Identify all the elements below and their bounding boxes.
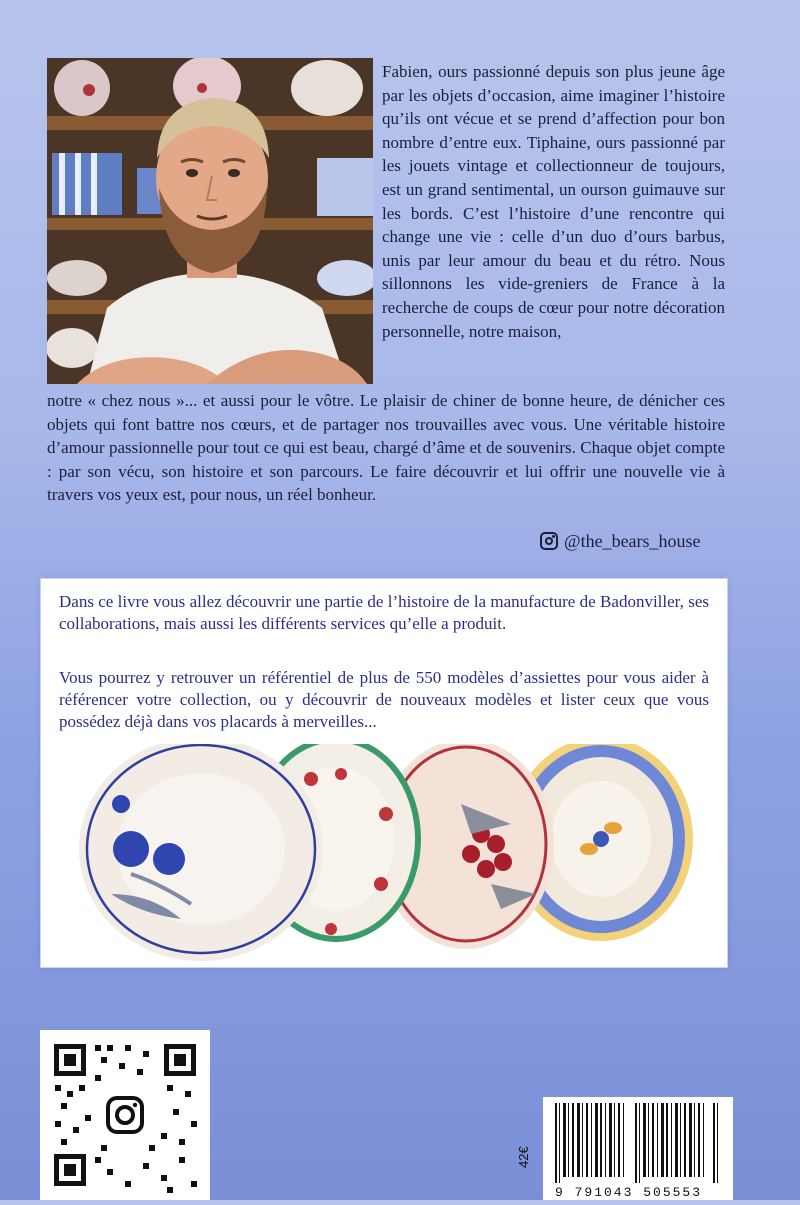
instagram-icon <box>540 532 558 550</box>
instagram-handle <box>540 528 701 554</box>
instagram-qr-code[interactable] <box>40 1030 210 1200</box>
plate-blue-roses <box>79 744 323 961</box>
isbn-number: 9 791043 505553 <box>555 1185 703 1200</box>
price-label: 42€ <box>516 1146 531 1168</box>
author-bio-rest: notre « chez nous »... et aussi pour le vôtre. Le plaisir de chiner de bonne heure, de dénicher ces objets qui font battre nos cœurs, et de partager nos trouvailles avec vous. Une véritable histoire d’amour passionnelle pour tout ce qui est beau, chargé d’âme et de souvenirs. Chaque objet compte : par son vécu, son histoire et son parcours. Le faire découvrir et lui offrir une nouvelle vie à travers vos yeux est, pour nous, un réel bonheur. <box>47 391 725 505</box>
qr-code-graphic <box>40 1030 210 1200</box>
author-bio-intro: Fabien, ours passionné depuis son plus jeune âge par les objets d’occasion, aime imaginer l’histoire qu’ils ont vécue et se prend d’affection pour bon nombre d’entre eux. Tiphaine, ours passionné par les jouets vintage et collectionneur de toujours, est un grand sentimental, un ourson guimauve sur les bords. C’est l’histoire d’une rencontre qui change une vie : celle d’un duo d’ours barbus, unis par leur amour du beau et du rétro. Nous sillonnons les vide-greniers de France à la recherche de coups de cœur pour notre décoration personnelle, notre maison, <box>382 62 725 341</box>
author-photo <box>47 58 373 384</box>
description-paragraph-1: Dans ce livre vous allez découvrir une partie de l’histoire de la manufacture de Badonviller, ses collaborations, mais aussi les différents services qu’elle a produit. <box>59 592 709 633</box>
plates-illustration <box>41 744 727 966</box>
description-paragraph-2: Vous pourrez y retrouver un référentiel de plus de 550 modèles d’assiettes pour vous aider à référencer votre collection, ou y découvrir de nouveaux modèles et lister ceux que vous possédez déjà dans vos placards à merveilles... <box>59 668 709 731</box>
instagram-handle-text: @the_bears_house <box>564 530 701 551</box>
book-description-box <box>40 578 728 968</box>
isbn-barcode <box>543 1097 733 1200</box>
author-photo-illustration <box>47 58 373 384</box>
barcode-bars <box>543 1097 733 1185</box>
